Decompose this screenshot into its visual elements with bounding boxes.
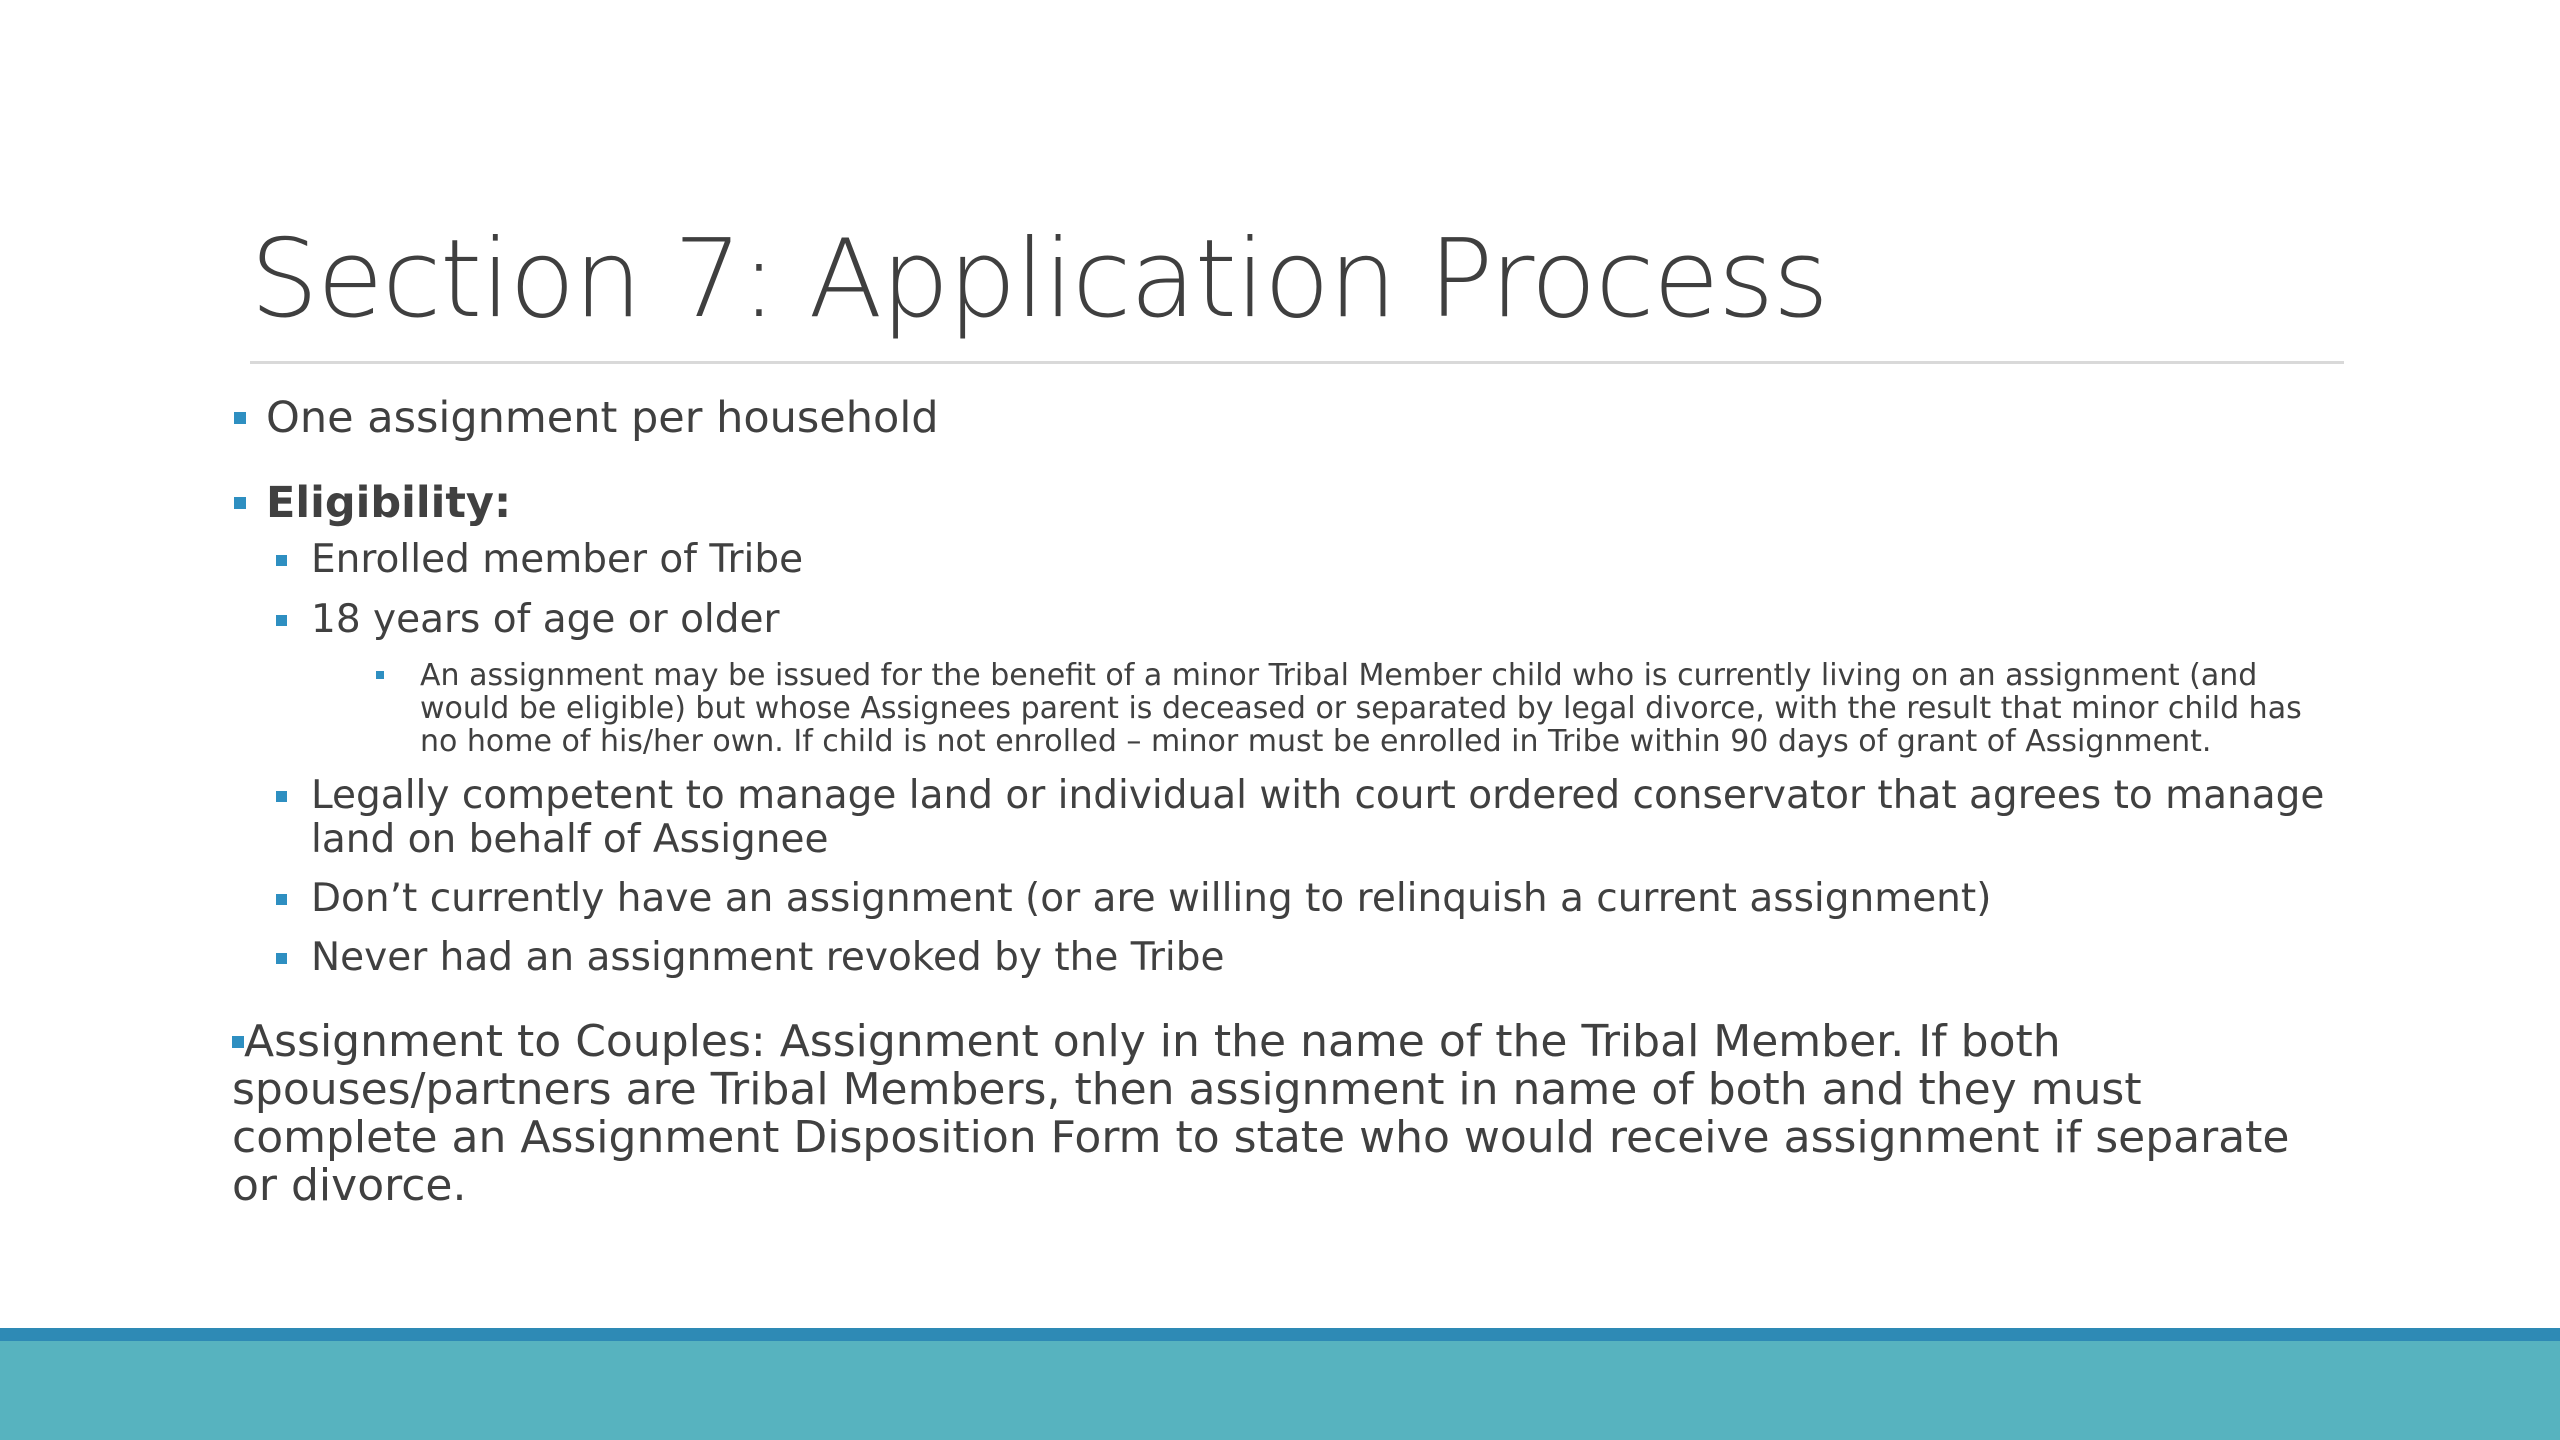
bullet-eligibility bbox=[234, 475, 511, 531]
bullet-text: 18 years of age or older bbox=[311, 597, 780, 642]
bullet-marker bbox=[276, 894, 287, 905]
bullet-marker bbox=[276, 791, 287, 802]
title-divider bbox=[250, 361, 2344, 364]
sub-sub-bullet-minor-note bbox=[376, 659, 2336, 758]
bullet-marker bbox=[276, 953, 287, 964]
sub-bullet-no-current bbox=[276, 877, 2356, 921]
bullet-text: Eligibility: bbox=[266, 478, 512, 528]
bullet-text: Legally competent to manage land or individual with court ordered conservator that agrees to manage land on behalf of Assignee bbox=[311, 773, 2325, 862]
bullet-text: Assignment to Couples: Assignment only in the name of the Tribal Member. If both spouses/partners are Tribal Members, then assignment in name of both and they must complete an Assignment Disposition Form to state who would receive assignment if separate or divorce. bbox=[232, 1016, 2290, 1211]
bullet-marker bbox=[234, 497, 246, 509]
bullet-text: Never had an assignment revoked by the Tribe bbox=[311, 935, 1225, 980]
bullet-marker bbox=[276, 615, 287, 626]
bullet-marker bbox=[232, 1036, 244, 1048]
bullet-text: An assignment may be issued for the benefit of a minor Tribal Member child who is currently living on an assignment (and would be eligible) but whose Assignees parent is deceased or separated by legal divorce, with the result that minor child has no home of his/her own. If child is not enrolled – minor must be enrolled in Tribe within 90 days of grant of Assignment. bbox=[420, 658, 2302, 759]
bullet-couples bbox=[232, 1018, 2342, 1210]
sub-bullet-age bbox=[276, 598, 2356, 642]
bullet-text: Don’t currently have an assignment (or are willing to relinquish a current assignment) bbox=[311, 876, 1992, 921]
sub-bullet-enrolled bbox=[276, 538, 2356, 582]
bullet-marker bbox=[276, 555, 287, 566]
footer-band bbox=[0, 1328, 2560, 1440]
slide-title: Section 7: Application Process bbox=[250, 217, 1828, 342]
footer-accent-line bbox=[0, 1328, 2560, 1341]
sub-bullet-legally-competent bbox=[276, 774, 2356, 862]
sub-bullet-never-revoked bbox=[276, 936, 2356, 980]
bullet-text: Enrolled member of Tribe bbox=[311, 537, 804, 582]
bullet-text: One assignment per household bbox=[266, 393, 939, 443]
bullet-marker bbox=[376, 671, 384, 679]
bullet-marker bbox=[234, 412, 246, 424]
bullet-one-assignment bbox=[234, 390, 939, 446]
